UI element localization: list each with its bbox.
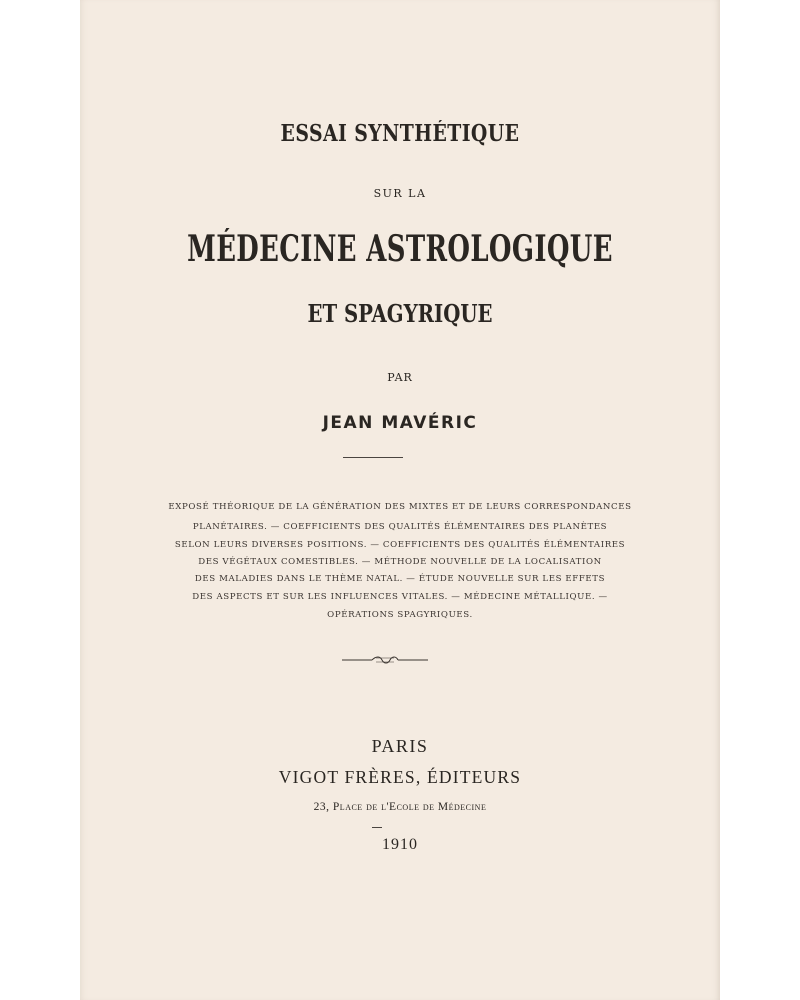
title-line-1: ESSAI SYNTHÉTIQUE <box>280 120 520 147</box>
imprint-publisher: VIGOT FRÈRES, ÉDITEURS <box>278 767 522 787</box>
imprint-dash <box>372 827 382 828</box>
description-line: DES ASPECTS ET SUR LES INFLUENCES VITALES. — MÉDECINE MÉTALLIQUE. — <box>192 592 608 602</box>
imprint-address: 23, Place de l'Ecole de Médecine <box>313 801 487 813</box>
divider-rule <box>343 457 403 458</box>
description-line: PLANÉTAIRES. — COEFFICIENTS DES QUALITÉS ÉLÉMENTAIRES DES PLANÈTES <box>192 522 608 532</box>
author-name: JEAN MAVÉRIC <box>322 413 478 433</box>
description-line: DES VÉGÉTAUX COMESTIBLES. — MÉTHODE NOUVELLE DE LA LOCALISATION <box>198 557 602 567</box>
description-line: EXPOSÉ THÉORIQUE DE LA GÉNÉRATION DES MIXTES ET DE LEURS CORRESPONDANCES <box>168 502 632 512</box>
title-line-2: SUR LA <box>373 187 427 200</box>
description-line: OPÉRATIONS SPAGYRIQUES. <box>327 610 473 620</box>
imprint-year: 1910 <box>382 836 418 853</box>
description-line: DES MALADIES DANS LE THÈME NATAL. — ÉTUDE NOUVELLE SUR LES EFFETS <box>194 574 606 584</box>
printer-ornament-icon <box>340 652 430 668</box>
title-main: MÉDECINE ASTROLOGIQUE <box>187 228 613 270</box>
description-line: SELON LEURS DIVERSES POSITIONS. — COEFFICIENTS DES QUALITÉS ÉLÉMENTAIRES <box>174 540 626 550</box>
title-line-4: ET SPAGYRIQUE <box>307 299 493 328</box>
byline-par: PAR <box>387 371 413 384</box>
imprint-city: PARIS <box>371 736 429 756</box>
